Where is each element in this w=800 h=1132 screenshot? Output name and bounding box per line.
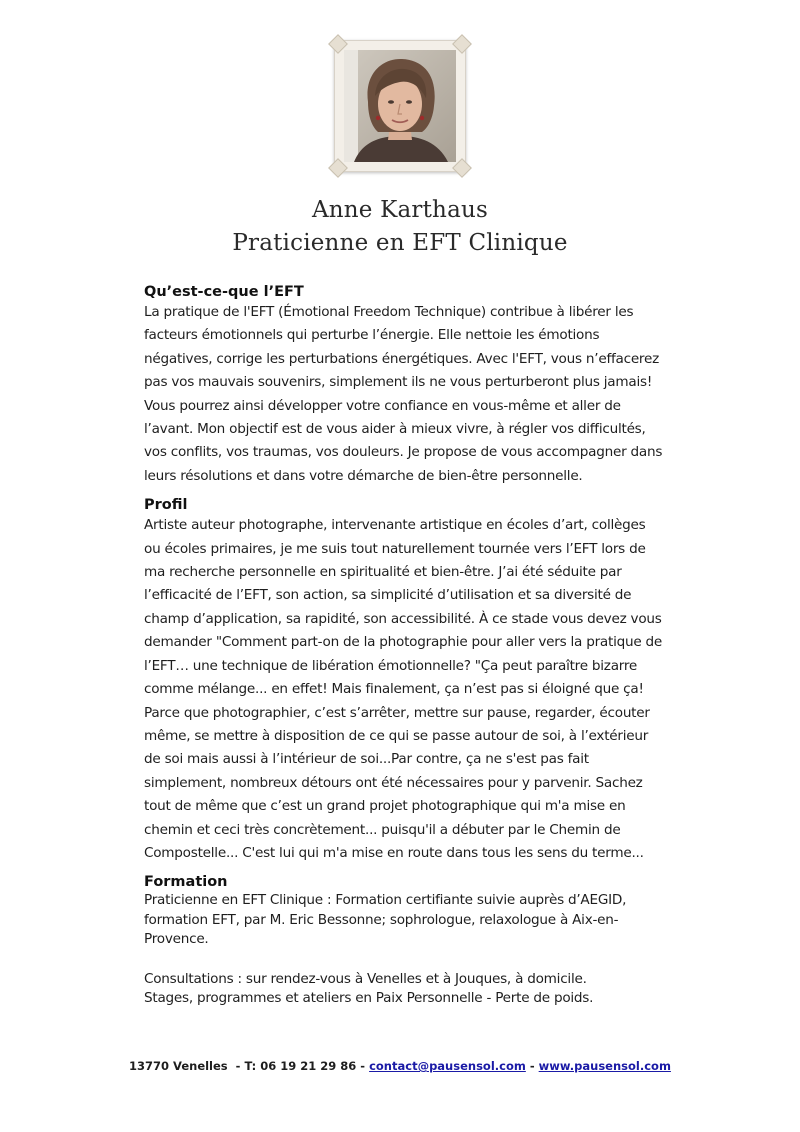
footer-address: 13770 Venelles [129,1059,228,1073]
portrait-frame [334,40,466,172]
portrait-photo [344,50,456,162]
section-text-formation: Praticienne en EFT Clinique : Formation certifiante suivie auprès d’AEGID, formation EFT, par M. Eric Bessonne; sophrologue, relaxologue à Aix-en-Provence. [144,892,627,948]
person-role: Praticienne en EFT Clinique [232,230,568,256]
section-heading-formation: Formation [144,874,228,891]
section-heading-eft: Qu’est-ce-que l’EFT [144,284,304,300]
stages-text: Stages, programmes et ateliers en Paix Personnelle - Perte de poids. [144,990,594,1007]
footer-website-link[interactable]: www.pausensol.com [538,1059,671,1073]
footer-phone: - T: 06 19 21 29 86 - [235,1059,366,1073]
section-text-eft: La pratique de l'EFT (Émotional Freedom Technique) contribue à libérer les facteurs émotionnels qui perturbe l’énergie. Elle nettoie les émotions négatives, corrige les perturbations énergétiques. Avec l'EFT, vous n’effacerez pas vos mauvais souvenirs, simplement ils ne vous perturberont plus jamais! Vous pourrez ainsi développer votre confiance en vous-même et aller de l’avant. Mon objectif est de vous aider à mieux vivre, à régler vos difficultés, vos conflits, vos traumas, vos douleurs. Je propose de vous accompagner dans leurs résolutions et dans votre démarche de bien-être personnelle. [144,304,663,484]
section-heading-profil: Profil [144,497,188,514]
main-content [144,283,664,1009]
section-text-profil: Artiste auteur photographe, intervenante artistique en écoles d’art, collèges ou écoles primaires, je me suis tout naturellement tournée vers l’EFT lors de ma recherche personnelle en spiritualité et bien-être. J’ai été séduite par l’efficacité de l’EFT, son action, sa simplicité d’utilisation et sa diversité de champ d’application, sa rapidité, son accessibilité. À ce stade vous devez vous demander "Comment part-on de la photographie pour aller vers la pratique de l’EFT… une technique de libération émotionnelle? "Ça peut paraître bizarre comme mélange... en effet! Mais finalement, ça n’est pas si éloigné que ça! Parce que photographier, c’est s’arrêter, mettre sur pause, regarder, écouter même, se mettre à disposition de ce qui se passe autour de soi, à l’extérieur de soi mais aussi à l’intérieur de soi...Par contre, ça ne s'est pas fait simplement, nombreux détours ont été nécessaires pour y parvenir. Sachez tout de même que c’est un grand projet photographique qui m'a mise en chemin et ceci très concrètement... puisqu'il a débuter par le Chemin de Compostelle... C'est lui qui m'a mise en route dans tous les sens du terme... [144,517,663,861]
person-name: Anne Karthaus [311,197,489,223]
consultations-text: Consultations : sur rendez-vous à Venelles et à Jouques, à domicile. [144,970,587,987]
footer-separator: - [529,1059,535,1073]
title-block [0,194,800,260]
footer-contact [0,1059,800,1073]
footer-email-link[interactable]: contact@pausensol.com [369,1059,526,1073]
